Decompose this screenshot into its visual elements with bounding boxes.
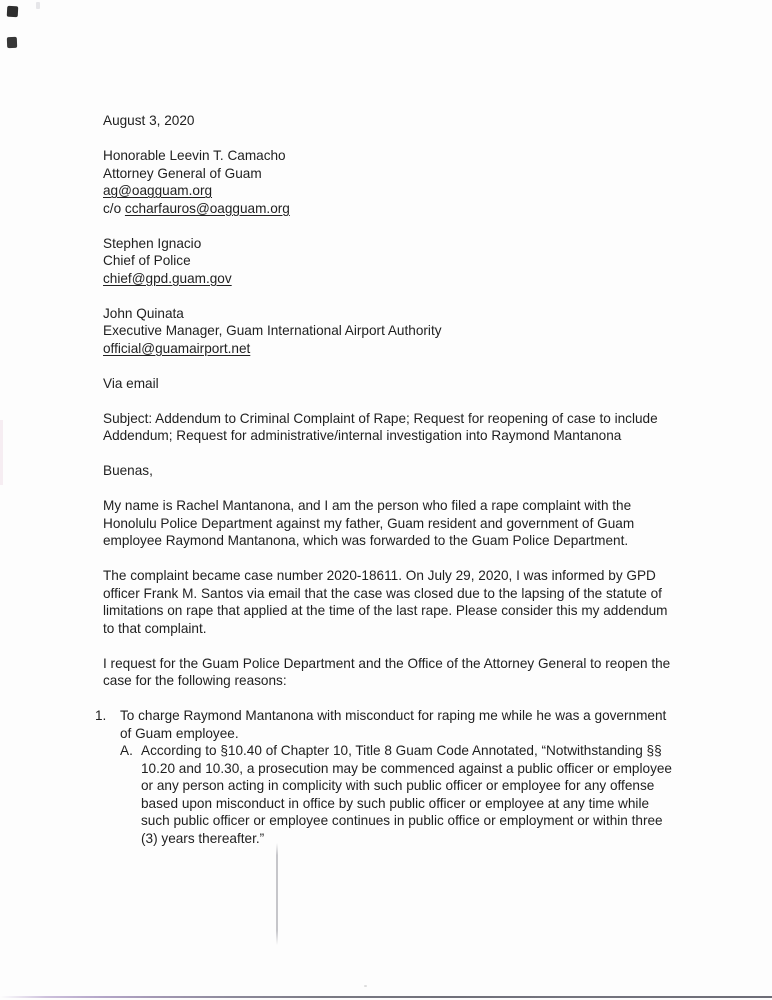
subject-line: Subject: Addendum to Criminal Complaint of Rape; Request for reopening of case to include Addendum; Request for administrative/internal investigation into Raymond Mantanona (103, 410, 658, 443)
salutation: Buenas, (103, 463, 153, 478)
recipient-email-line (103, 270, 675, 288)
scan-mark-top-left-2 (7, 37, 17, 48)
numbered-list-item-1 (95, 707, 675, 847)
recipient-title: Attorney General of Guam (103, 165, 262, 181)
letter-date: August 3, 2020 (103, 113, 195, 128)
scan-mark-top-left-1 (7, 6, 19, 18)
scanner-bottom-edge-line (0, 996, 772, 998)
body-paragraph-3: I request for the Guam Police Department and the Office of the Attorney General to reopen the case for the following reasons: (103, 655, 671, 688)
email-address: ag@oagguam.org (103, 183, 213, 198)
recipient-name: Honorable Leevin T. Camacho (103, 148, 286, 163)
recipient-block-chief-of-police (103, 235, 675, 288)
scan-speck-top (36, 2, 40, 9)
email-address: ccharfauros@oagguam.org (124, 200, 290, 216)
recipient-name: John Quinata (103, 305, 184, 321)
letter-body (95, 112, 675, 865)
sub-item-text: According to §10.40 of Chapter 10, Title 8 Guam Code Annotated, “Notwithstanding §§ 10.20 and 10.30, a prosecution may be commenced against a public officer or employee or any person acting in complicity with such public officer or employee for any offense based upon misconduct in office by such public officer or employee at any time while such public officer or employee continues in public office or employment or within three (3) years thereafter.” (141, 743, 672, 846)
email-address: chief@gpd.guam.gov (103, 270, 232, 286)
delivery-method-line: Via email (103, 375, 159, 391)
body-paragraph-1: My name is Rachel Mantanona, and I am the person who filed a rape complaint with the Honolulu Police Department against my father, Guam resident and government of Guam employee Raymond Mantanona, which was forwarded to the Guam Police Department. (103, 498, 635, 548)
recipient-block-attorney-general (103, 147, 675, 217)
scan-smudge-left-edge (0, 420, 3, 485)
email-address: official@guamairport.net (103, 340, 251, 356)
recipient-email-line (103, 200, 675, 218)
recipient-title: Chief of Police (103, 253, 191, 268)
list-item-text: To charge Raymond Mantanona with misconduct for raping me while he was a government of Guam employee. (120, 708, 667, 741)
recipient-email-line (103, 182, 675, 200)
recipient-title: Executive Manager, Guam International Airport Authority (103, 323, 442, 338)
list-item-marker: 1. (95, 708, 107, 723)
recipient-name: Stephen Ignacio (103, 235, 202, 251)
recipient-email-line (103, 340, 675, 358)
sub-item-A (120, 742, 675, 847)
body-paragraph-2: The complaint became case number 2020-18611. On July 29, 2020, I was informed by GPD officer Frank M. Santos via email that the case was closed due to the lapsing of the statute of limitations on rape that applied at the time of the last rape. Please consider this my addendum to that complaint. (103, 568, 668, 636)
list-item-body (120, 707, 675, 847)
recipient-block-airport-authority (103, 305, 675, 358)
scan-speck-bottom (364, 985, 367, 987)
email-prefix: c/o (103, 200, 125, 216)
sub-item-marker: A. (120, 743, 133, 758)
